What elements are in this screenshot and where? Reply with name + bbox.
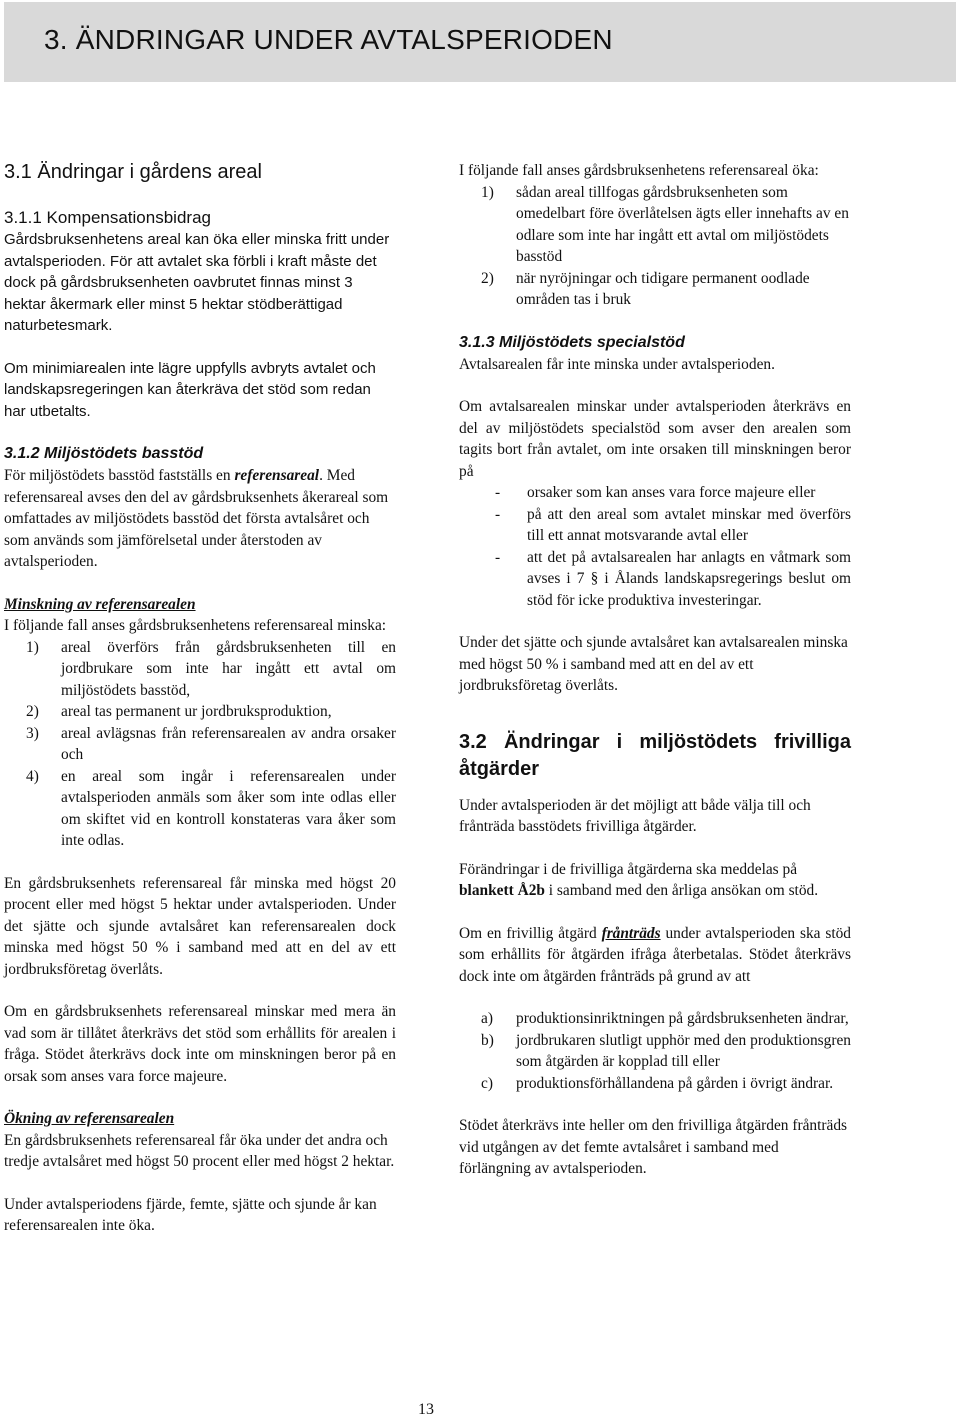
list-item: - orsaker som kan anses vara force majeure eller — [495, 484, 816, 501]
paragraph-max-minskning: En gårdsbruksenhets referensareal får minska med högst 20 procent eller med högst 5 hektar under avtalsperioden. Under det sjätte och sjunde avtalsåret kan referensarealen dock minska med högst 50 % i samband med att en del av ett jordbruksföretag överlåts. — [4, 874, 396, 978]
left-column — [4, 160, 396, 1237]
minska-intro: I följande fall anses gårdsbruksenhetens referensareal minska: — [4, 617, 387, 634]
paragraph-minimiareal: Om minimiarealen inte lägre uppfylls avbryts avtalet och landskapsregeringen kan återkräva det stöd som redan har utbetalts. — [4, 359, 376, 420]
list-item: b) jordbrukaren slutligt upphör med den produktionsgren som åtgärden är kopplad till eller — [481, 1031, 851, 1070]
paragraph-valja-till: Under avtalsperioden är det möjligt att både välja till och frånträda basstödets frivilliga åtgärder. — [459, 796, 811, 835]
list-item: 2) när nyröjningar och tidigare permanent oodlade områden tas i bruk — [481, 269, 810, 308]
subsection-heading-3-1-1: 3.1.1 Kompensationsbidrag — [4, 208, 211, 227]
chapter-title: 3. ÄNDRINGAR UNDER AVTALSPERIODEN — [44, 24, 613, 55]
list-item: 2) areal tas permanent ur jordbruksproduktion, — [26, 703, 332, 720]
paragraph-avtalsareal: Avtalsarealen får inte minska under avtalsperioden. — [459, 355, 775, 373]
list-item: 4) en areal som ingår i referensarealen under avtalsperioden anmäls som åker som inte odlas eller om skiftet vid en kontroll konstateras vara åker som inte odlas. — [26, 767, 396, 849]
list-item: - på att den areal som avtalet minskar med överförs till ett annat motsvarande avtal eller — [495, 505, 851, 544]
list-item: a) produktionsinriktningen på gårdsbruksenheten ändrar, — [481, 1010, 849, 1027]
minska-list — [4, 637, 396, 852]
subsection-heading-3-1-3: 3.1.3 Miljöstödets specialstöd — [459, 333, 685, 351]
paragraph-referensareal: För miljöstödets basstöd fastställs en referensareal. Med referensareal avses den del av gårdsbruksenhets åkerareal som omfattades av miljöstödets basstöd det första avtalsåret och som används som jämförelsetal under återstoden av avtalsperioden. — [4, 467, 389, 570]
section-heading-3-2: 3.2 Ändringar i miljöstödets frivilliga åtgärder — [459, 730, 851, 780]
heading-minskning: Minskning av referensarealen — [4, 595, 196, 613]
page-number: 13 — [418, 1401, 434, 1418]
dash-list — [459, 482, 851, 611]
section-heading-3-1: 3.1 Ändringar i gårdens areal — [4, 161, 262, 183]
list-item: - att det på avtalsarealen har anlagts en våtmark som avses i 7 § i Ålands landskapsregerings beslut om stöd för icke produktiva investeringar. — [495, 548, 851, 609]
abc-list — [459, 1008, 851, 1094]
list-item: c) produktionsförhållandena på gården i övrigt ändrar. — [481, 1074, 834, 1092]
list-item: 3) areal avlägsnas från referensarealen av andra orsaker och — [26, 724, 396, 763]
paragraph-franträds: Om en frivillig åtgärd frånträds under avtalsperioden ska stöd som erhållits för åtgärden ifråga återbetalas. Stödet återkrävs dock inte om åtgärden frånträds på grund av att — [459, 924, 851, 985]
subsection-heading-3-1-2: 3.1.2 Miljöstödets basstöd — [4, 445, 204, 462]
paragraph-forlangning: Stödet återkrävs inte heller om den frivilliga åtgärden frånträds vid utgången av det femte avtalsåret i samband med förlängning av avtalsperioden. — [459, 1117, 848, 1177]
paragraph-kompensationsbidrag: Gårdsbruksenhetens areal kan öka eller minska fritt under avtalsperioden. För att avtalet ska förbli i kraft måste det dock på gårdsbruksenheten oavbrutet finnas minst 3 hektar åkermark eller minst 5 hektar stödberättigad naturbetesmark. — [4, 231, 390, 334]
paragraph-avtalsareal-minskning: Om avtalsarealen minskar under avtalsperioden återkrävs en del av miljöstödets specialstöd som avser den arealen som tagits bort från avtalet, om inte orsaken till minskningen beror på — [459, 398, 851, 480]
paragraph-aterkrav: Om en gårdsbruksenhets referensareal minskar med mera än vad som är tillåtet återkrävs det stöd som erhållits för arealen i fråga. Stödet återkrävs dock inte om minskningen beror på en orsak som anses vara force majeure. — [4, 1003, 396, 1085]
list-item: 1) areal överförs från gårdsbruksenheten till en jordbrukare som inte har ingått ett avtal om miljöstödets basstöd, — [26, 638, 396, 699]
paragraph-sjatte-sjunde: Under det sjätte och sjunde avtalsåret kan avtalsarealen minska med högst 50 % i samband med att en del av ett jordbruksföretag överlåts. — [459, 634, 848, 694]
paragraph-okning-begransning: Under avtalsperiodens fjärde, femte, sjätte och sjunde år kan referensarealen inte öka. — [4, 1195, 377, 1234]
oka-list — [459, 182, 851, 311]
chapter-header-band — [4, 2, 956, 82]
paragraph-okning: En gårdsbruksenhets referensareal får öka under det andra och tredje avtalsåret med högst 50 procent eller med högst 2 hektar. — [4, 1131, 395, 1170]
list-item: 1) sådan areal tillfogas gårdsbruksenheten som omedelbart före överlåtelsen ägts eller innehafts av en odlare som inte har ingått ett avtal om miljöstödets basstöd — [481, 183, 849, 265]
right-column — [459, 160, 851, 1180]
heading-okning: Ökning av referensarealen — [4, 1110, 175, 1127]
paragraph-blankett: Förändringar i de frivilliga åtgärderna ska meddelas på blankett Å2b i samband med den årliga ansökan om stöd. — [459, 860, 819, 899]
oka-intro: I följande fall anses gårdsbruksenhetens referensareal öka: — [459, 162, 819, 179]
